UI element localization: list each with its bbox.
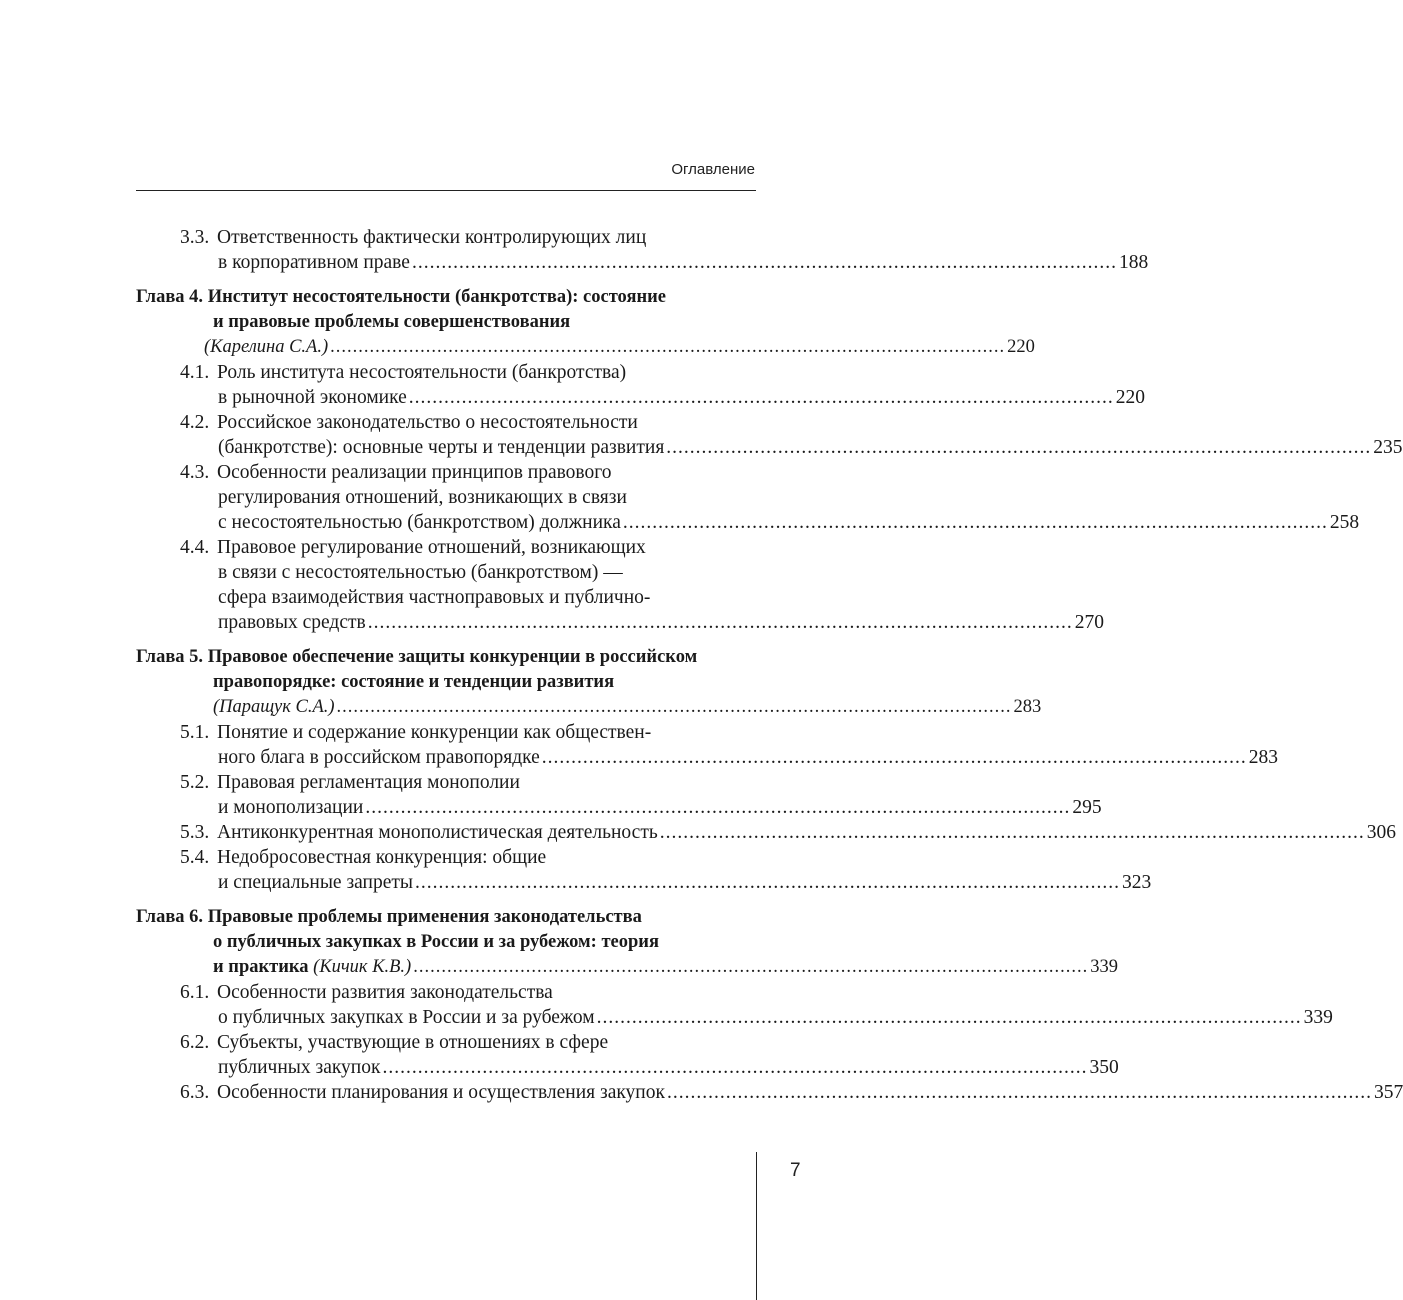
entry-title-line: и монополизации (218, 797, 364, 818)
entry-title-line: Правовое регулирование отношений, возникающих (217, 537, 646, 558)
dot-leader: ........................................................................................................................ (659, 822, 1365, 843)
chapter-author: (Паращук С.А.) (213, 697, 335, 717)
toc-entry-5-2[interactable] (136, 770, 1102, 820)
toc-entry-6-2[interactable] (136, 1030, 1119, 1080)
entry-title-line: Недобросовестная конкуренция: общие (217, 847, 547, 868)
toc-chapter-4[interactable] (136, 285, 1035, 360)
section-number: 6.3. (180, 1082, 210, 1103)
entry-title-line: в рыночной экономике (218, 387, 407, 408)
section-number: 6.1. (180, 982, 210, 1003)
entry-title-line: Антиконкурентная монополистическая деятельность (217, 822, 658, 843)
section-number: 4.2. (180, 412, 210, 433)
section-number: 5.4. (180, 847, 210, 868)
dot-leader: ........................................................................................................................ (367, 612, 1073, 633)
dot-leader: ........................................................................................................................ (622, 512, 1328, 533)
dot-leader: ........................................................................................................................ (336, 697, 1012, 717)
page-ref: 220 (1115, 387, 1146, 408)
chapter-label: Глава 5. (136, 647, 204, 667)
dot-leader: ........................................................................................................................ (411, 252, 1117, 273)
toc-chapter-5[interactable] (136, 645, 1042, 720)
page-ref: 339 (1090, 957, 1118, 977)
dot-leader: ........................................................................................................................ (596, 1007, 1302, 1028)
table-of-contents (136, 225, 1403, 1105)
entry-title-line: ного блага в российском правопорядке (218, 747, 540, 768)
page-ref: 323 (1122, 872, 1152, 893)
chapter-title-line: Институт несостоятельности (банкротства): состояние (207, 287, 666, 307)
entry-title-line: Понятие и содержание конкуренции как обществен- (217, 722, 652, 743)
toc-entry-5-3[interactable] (136, 820, 1396, 845)
chapter-label: Глава 4. (136, 287, 204, 307)
section-number: 5.1. (180, 722, 210, 743)
toc-entry-5-1[interactable] (136, 720, 1279, 770)
dot-leader: ........................................................................................................................ (365, 797, 1071, 818)
section-number: 6.2. (180, 1032, 210, 1053)
dot-leader: ........................................................................................................................ (666, 437, 1372, 458)
entry-title-line: Особенности реализации принципов правового (217, 462, 612, 483)
dot-leader: ........................................................................................................................ (408, 387, 1114, 408)
chapter-title-line: и практика (213, 957, 309, 977)
entry-title-line: правовых средств (218, 612, 366, 633)
chapter-title-line: и правовые проблемы совершенствования (213, 312, 571, 332)
toc-chapter-6[interactable] (136, 905, 1118, 980)
entry-title-line: сфера взаимодействия частноправовых и публично- (218, 587, 651, 608)
entry-title-line: публичных закупок (218, 1057, 381, 1078)
page-number: 7 (790, 1160, 801, 1181)
page-ref: 295 (1072, 797, 1102, 818)
chapter-title-line: правопорядке: состояние и тенденции развития (213, 672, 615, 692)
page-ref: 220 (1007, 337, 1035, 357)
dot-leader: ........................................................................................................................ (413, 957, 1089, 977)
dot-leader: ........................................................................................................................ (666, 1082, 1372, 1103)
page-ref: 283 (1013, 697, 1042, 717)
dot-leader: ........................................................................................................................ (541, 747, 1247, 768)
entry-title-line: и специальные запреты (218, 872, 414, 893)
header-rule (136, 190, 756, 191)
entry-title-line: Российское законодательство о несостоятельности (217, 412, 638, 433)
entry-title-line: Правовая регламентация монополии (217, 772, 520, 793)
dot-leader: ........................................................................................................................ (330, 337, 1006, 357)
entry-title-line: Особенности развития законодательства (217, 982, 553, 1003)
entry-title-line: (банкротстве): основные черты и тенденции развития (218, 437, 665, 458)
page-ref: 270 (1074, 612, 1104, 633)
section-number: 4.4. (180, 537, 210, 558)
toc-entry-4-3[interactable] (136, 460, 1360, 535)
entry-title-line: регулирования отношений, возникающих в связи (218, 487, 627, 508)
margin-rule (756, 1152, 757, 1300)
toc-entry-3-3[interactable] (136, 225, 1149, 275)
toc-entry-5-4[interactable] (136, 845, 1152, 895)
page-ref: 306 (1366, 822, 1396, 843)
entry-title-line: с несостоятельностью (банкротством) должника (218, 512, 621, 533)
chapter-title-line: Правовые проблемы применения законодательства (207, 907, 642, 927)
page-ref: 235 (1373, 437, 1403, 458)
toc-entry-6-1[interactable] (136, 980, 1333, 1030)
chapter-author: (Карелина С.А.) (204, 337, 329, 357)
toc-entry-4-4[interactable] (136, 535, 1104, 635)
section-number: 5.2. (180, 772, 210, 793)
toc-entry-4-2[interactable] (136, 410, 1403, 460)
chapter-title-line: о публичных закупках в России и за рубежом: теория (213, 932, 659, 952)
dot-leader: ........................................................................................................................ (415, 872, 1121, 893)
entry-title-line: Ответственность фактически контролирующих лиц (217, 227, 647, 248)
page-ref: 258 (1329, 512, 1360, 533)
section-number: 3.3. (180, 227, 210, 248)
chapter-title-line: Правовое обеспечение защиты конкуренции в российском (207, 647, 698, 667)
entry-title-line: Субъекты, участвующие в отношениях в сфере (217, 1032, 609, 1053)
page-ref: 350 (1089, 1057, 1119, 1078)
section-number: 4.1. (180, 362, 210, 383)
section-number: 4.3. (180, 462, 210, 483)
entry-title-line: в связи с несостоятельностью (банкротством) — (218, 562, 623, 583)
entry-title-line: Особенности планирования и осуществления закупок (217, 1082, 665, 1103)
toc-entry-6-3[interactable] (136, 1080, 1403, 1105)
entry-title-line: о публичных закупках в России и за рубежом (218, 1007, 595, 1028)
page-ref: 339 (1303, 1007, 1333, 1028)
section-number: 5.3. (180, 822, 210, 843)
running-head-title: Оглавление (671, 161, 755, 178)
page-ref: 357 (1373, 1082, 1403, 1103)
entry-title-line: в корпоративном праве (218, 252, 410, 273)
toc-entry-4-1[interactable] (136, 360, 1146, 410)
page-ref: 283 (1248, 747, 1279, 768)
chapter-author: (Кичик К.В.) (313, 957, 412, 977)
page-ref: 188 (1118, 252, 1149, 273)
entry-title-line: Роль института несостоятельности (банкротства) (217, 362, 627, 383)
dot-leader: ........................................................................................................................ (382, 1057, 1088, 1078)
chapter-label: Глава 6. (136, 907, 204, 927)
